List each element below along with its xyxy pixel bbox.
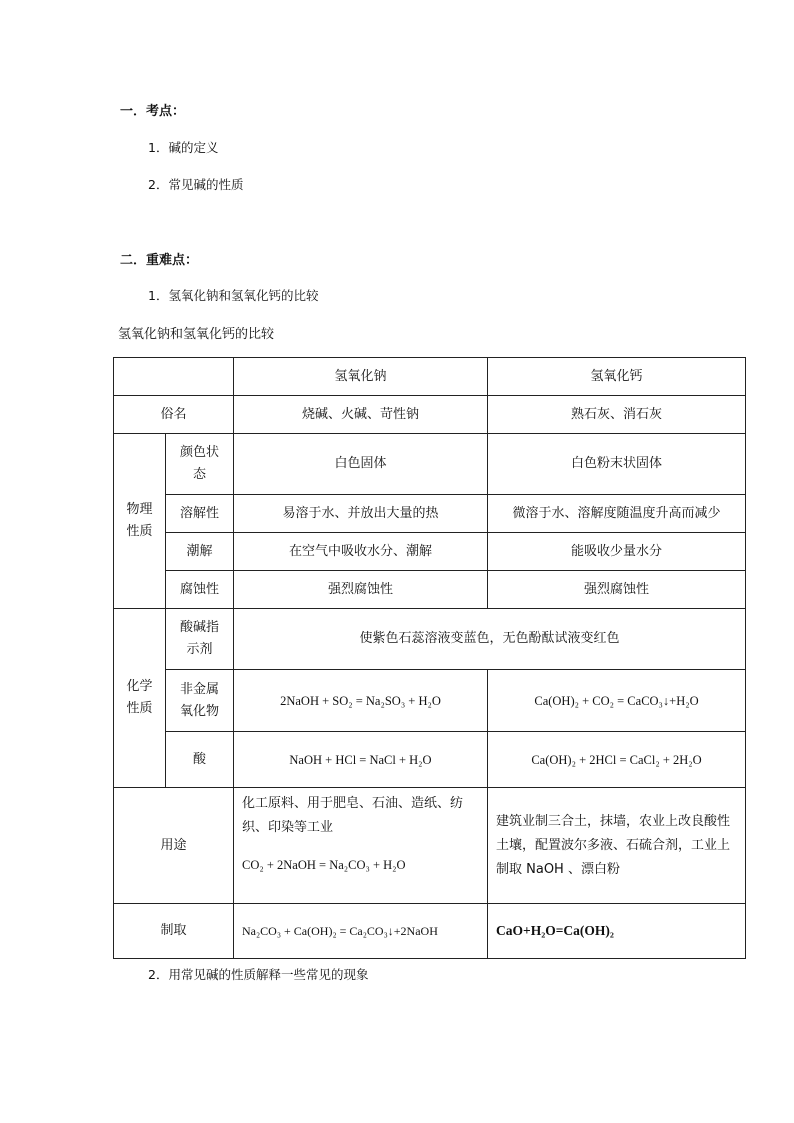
cell-caoh-deliquescence: 能吸收少量水分 (488, 533, 746, 571)
row-label-solubility: 溶解性 (166, 495, 234, 533)
row-label-deliquescence: 潮解 (166, 533, 234, 571)
cell-naoh-make-equation: Na₂CO₃ + Ca(OH)₂ = Ca₂CO₃↓+2NaOH (234, 904, 488, 959)
cell-caoh-make-equation: CaO+H₂O=Ca(OH)₂ (488, 904, 746, 959)
section-1-item-2: 2．常见碱的性质 (148, 177, 244, 192)
row-label-name: 俗名 (114, 396, 234, 434)
cell-naoh-color: 白色固体 (234, 434, 488, 495)
section-1-title: 一．考点： (120, 104, 186, 119)
comparison-table (113, 357, 746, 959)
row-label-indicator: 酸碱指示剂 (166, 609, 234, 670)
naoh-use-text: 化工原料、用于肥皂、石油、造纸、纺织、印染等工业 (242, 796, 464, 835)
cell-naoh-oxide-equation: 2NaOH + SO₂ = Na₂SO₃ + H₂O (234, 670, 488, 732)
cell-naoh-name: 烧碱、火碱、苛性钠 (234, 396, 488, 434)
table-caption: 氢氧化钠和氢氧化钙的比较 (118, 327, 275, 342)
cell-naoh-corrosive: 强烈腐蚀性 (234, 571, 488, 609)
cell-caoh-use: 建筑业制三合土，抹墙，农业上改良酸性土壤，配置波尔多液、石硫合剂，工业上制取 NaOH 、漂白粉 (488, 788, 746, 904)
cell-naoh-solubility: 易溶于水、并放出大量的热 (234, 495, 488, 533)
cell-both-indicator: 使紫色石蕊溶液变蓝色，无色酚酞试液变红色 (234, 609, 746, 670)
row-label-acid: 酸 (166, 732, 234, 788)
row-label-corrosive: 腐蚀性 (166, 571, 234, 609)
section-2-item-2: 2．用常见碱的性质解释一些常见的现象 (148, 967, 369, 982)
cell-naoh-deliquescence: 在空气中吸收水分、潮解 (234, 533, 488, 571)
header-caoh: 氢氧化钙 (488, 358, 746, 396)
row-label-color: 颜色状态 (166, 434, 234, 495)
header-empty-cell (114, 358, 234, 396)
header-naoh: 氢氧化钠 (234, 358, 488, 396)
cell-naoh-use (234, 788, 488, 904)
group-label-chemical: 化学性质 (114, 609, 166, 788)
group-label-physical: 物理性质 (114, 434, 166, 609)
section-2-title: 二．重难点： (120, 253, 199, 268)
row-label-use: 用途 (114, 788, 234, 904)
cell-caoh-acid-equation: Ca(OH)₂ + 2HCl = CaCl₂ + 2H₂O (488, 732, 746, 788)
row-label-make: 制取 (114, 904, 234, 959)
cell-caoh-corrosive: 强烈腐蚀性 (488, 571, 746, 609)
cell-caoh-name: 熟石灰、消石灰 (488, 396, 746, 434)
cell-naoh-acid-equation: NaOH + HCl = NaCl + H₂O (234, 732, 488, 788)
section-2-item-1: 1．氢氧化钠和氢氧化钙的比较 (148, 288, 319, 303)
cell-caoh-solubility: 微溶于水、溶解度随温度升高而减少 (488, 495, 746, 533)
section-1-item-1: 1．碱的定义 (148, 140, 219, 155)
row-label-oxide: 非金属氧化物 (166, 670, 234, 732)
naoh-use-equation: CO₂ + 2NaOH = Na₂CO₃ + H₂O (242, 858, 406, 872)
cell-caoh-oxide-equation: Ca(OH)₂ + CO₂ = CaCO₃↓+H₂O (488, 670, 746, 732)
cell-caoh-color: 白色粉末状固体 (488, 434, 746, 495)
